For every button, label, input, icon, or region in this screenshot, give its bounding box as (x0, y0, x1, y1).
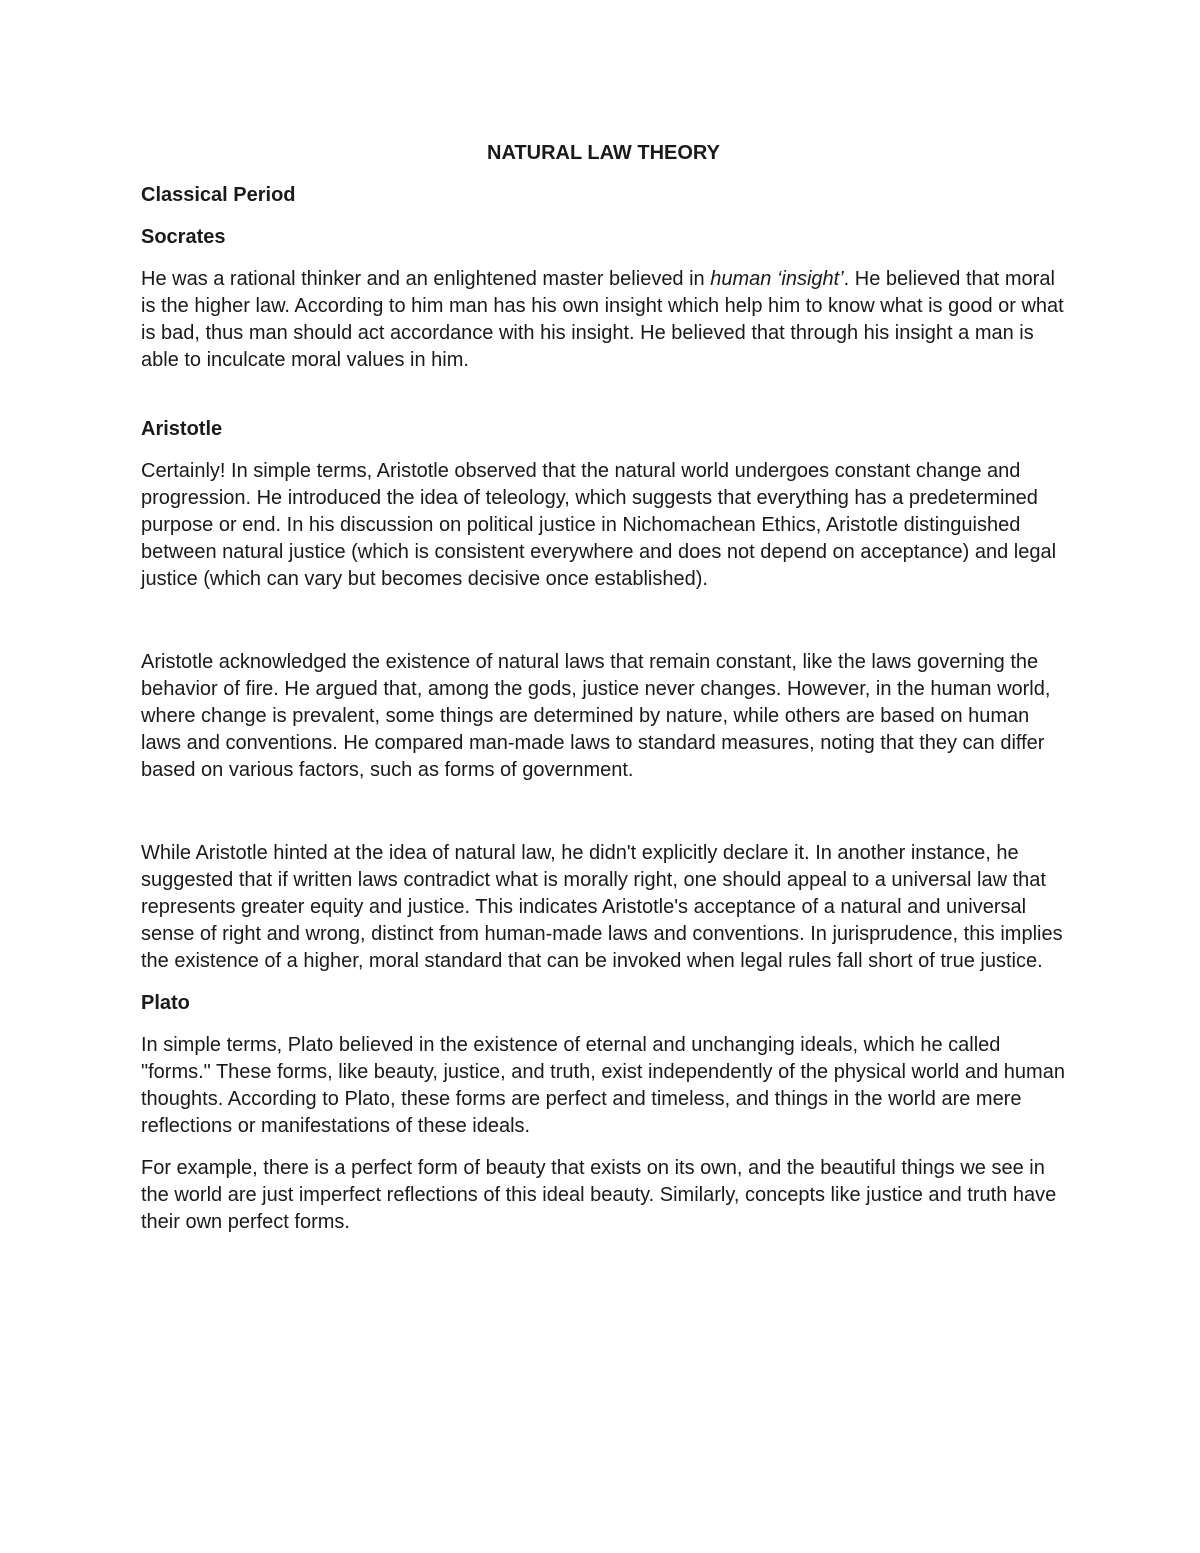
socrates-text-start: He was a rational thinker and an enlightened master believed in (141, 268, 711, 290)
plato-paragraph-1: In simple terms, Plato believed in the existence of eternal and unchanging ideals, which he called "forms." These forms, like beauty, justice, and truth, exist independently of the physical world and human thoughts. According to Plato, these forms are perfect and timeless, and things in the world are mere reflections or manifestations of these ideals. (141, 1034, 1065, 1137)
plato-heading: Plato (141, 992, 190, 1014)
document-title: NATURAL LAW THEORY (487, 142, 720, 164)
document-page (141, 140, 1066, 1236)
socrates-paragraph (141, 266, 1066, 374)
socrates-italic-text: human ‘insight’ (710, 268, 844, 290)
period-heading: Classical Period (141, 184, 296, 206)
socrates-heading: Socrates (141, 226, 226, 248)
aristotle-heading: Aristotle (141, 418, 223, 440)
socrates-text-end: . He believed that moral is the higher law. According to him man has his own insight which help him to know what is good or what is bad, thus man should act accordance with his insight. He believed that through his insight a man is able to inculcate moral values in him. (141, 268, 1064, 371)
aristotle-paragraph-2: Aristotle acknowledged the existence of natural laws that remain constant, like the laws governing the behavior of fire. He argued that, among the gods, justice never changes. However, in the human world, where change is prevalent, some things are determined by nature, while others are based on human laws and conventions. He compared man-made laws to standard measures, noting that they can differ based on various factors, such as forms of government. (141, 651, 1051, 781)
plato-paragraph-2: For example, there is a perfect form of beauty that exists on its own, and the beautiful things we see in the world are just imperfect reflections of this ideal beauty. Similarly, concepts like justice and truth have their own perfect forms. (141, 1157, 1057, 1233)
aristotle-paragraph-1: Certainly! In simple terms, Aristotle observed that the natural world undergoes constant change and progression. He introduced the idea of teleology, which suggests that everything has a predetermined purpose or end. In his discussion on political justice in Nichomachean Ethics, Aristotle distinguished between natural justice (which is consistent everywhere and does not depend on acceptance) and legal justice (which can vary but becomes decisive once established). (141, 460, 1057, 590)
aristotle-paragraph-3: While Aristotle hinted at the idea of natural law, he didn't explicitly declare it. In another instance, he suggested that if written laws contradict what is morally right, one should appeal to a universal law that represents greater equity and justice. This indicates Aristotle's acceptance of a natural and universal sense of right and wrong, distinct from human-made laws and conventions. In jurisprudence, this implies the existence of a higher, moral standard that can be invoked when legal rules fall short of true justice. (141, 842, 1063, 972)
